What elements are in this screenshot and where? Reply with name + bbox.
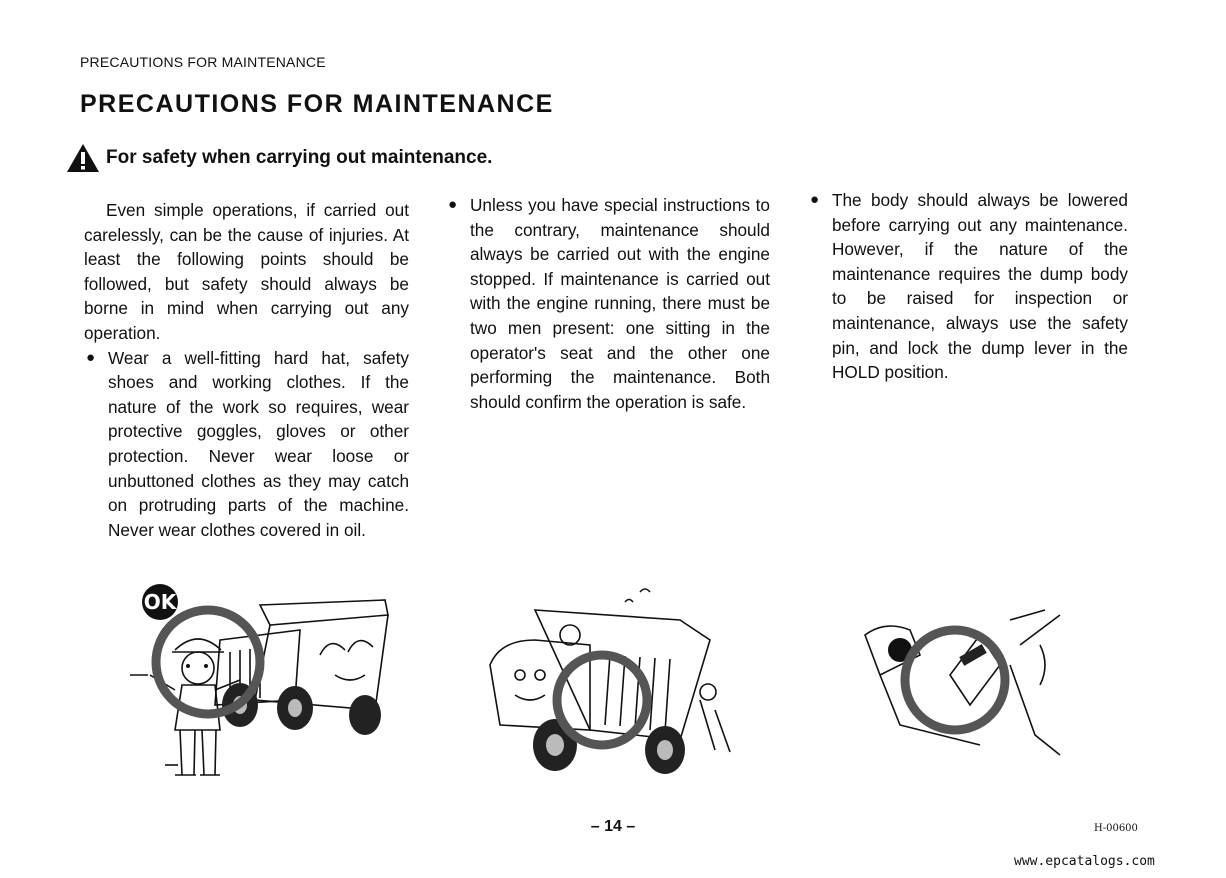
source-url: www.epcatalogs.com	[1014, 854, 1155, 869]
bullet-item	[84, 346, 409, 543]
worker-safety-gear-illustration	[120, 580, 400, 790]
bullet-text: The body should always be lowered before carrying out any maintenance. However, if the nature of the maintenance requires the dump body to be raised for inspection or maintenance, always use the safety pin, and lock the dump lever in the HOLD position.	[832, 190, 1128, 383]
bullet-item	[446, 193, 770, 414]
warning-triangle-icon	[66, 143, 100, 173]
intro-paragraph: Even simple operations, if carried out carelessly, can be the cause of injuries. At least the following points should be followed, but safety should always be borne in mind when carrying out any operation.	[84, 200, 409, 343]
ok-badge: OK	[143, 590, 177, 614]
bullet-item	[808, 188, 1128, 385]
column-2	[446, 193, 770, 414]
page-title: PRECAUTIONS FOR MAINTENANCE	[80, 90, 554, 118]
column-3	[808, 188, 1128, 385]
subtitle-text: For safety when carrying out maintenance.	[106, 147, 493, 168]
bullet-dot-icon: ●	[86, 348, 96, 366]
bullet-text: Wear a well-fitting hard hat, safety shoes and working clothes. If the nature of the work so requires, wear protective goggles, gloves or other protection. Never wear loose or unbuttoned clothes as they may catch on protruding parts of the machine. Never wear clothes covered in oil.	[108, 347, 409, 540]
page-number: – 14 –	[590, 818, 636, 835]
bullet-dot-icon: ●	[448, 196, 458, 213]
section-subtitle	[66, 143, 492, 173]
engine-stopped-maintenance-illustration	[480, 580, 760, 790]
document-code: H-00600	[1094, 823, 1138, 834]
running-header: PRECAUTIONS FOR MAINTENANCE	[80, 54, 326, 70]
column-1	[84, 198, 409, 542]
bullet-text: Unless you have special instructions to the contrary, maintenance should always be carried out with the engine stopped. If maintenance is carried out with the engine running, there must be two men present: one sitting in the operator's seat and the other one performing the maintenance. Both should confirm the operation is safe.	[470, 195, 770, 412]
safety-pin-lever-illustration	[860, 605, 1070, 765]
bullet-dot-icon: ●	[810, 191, 820, 208]
